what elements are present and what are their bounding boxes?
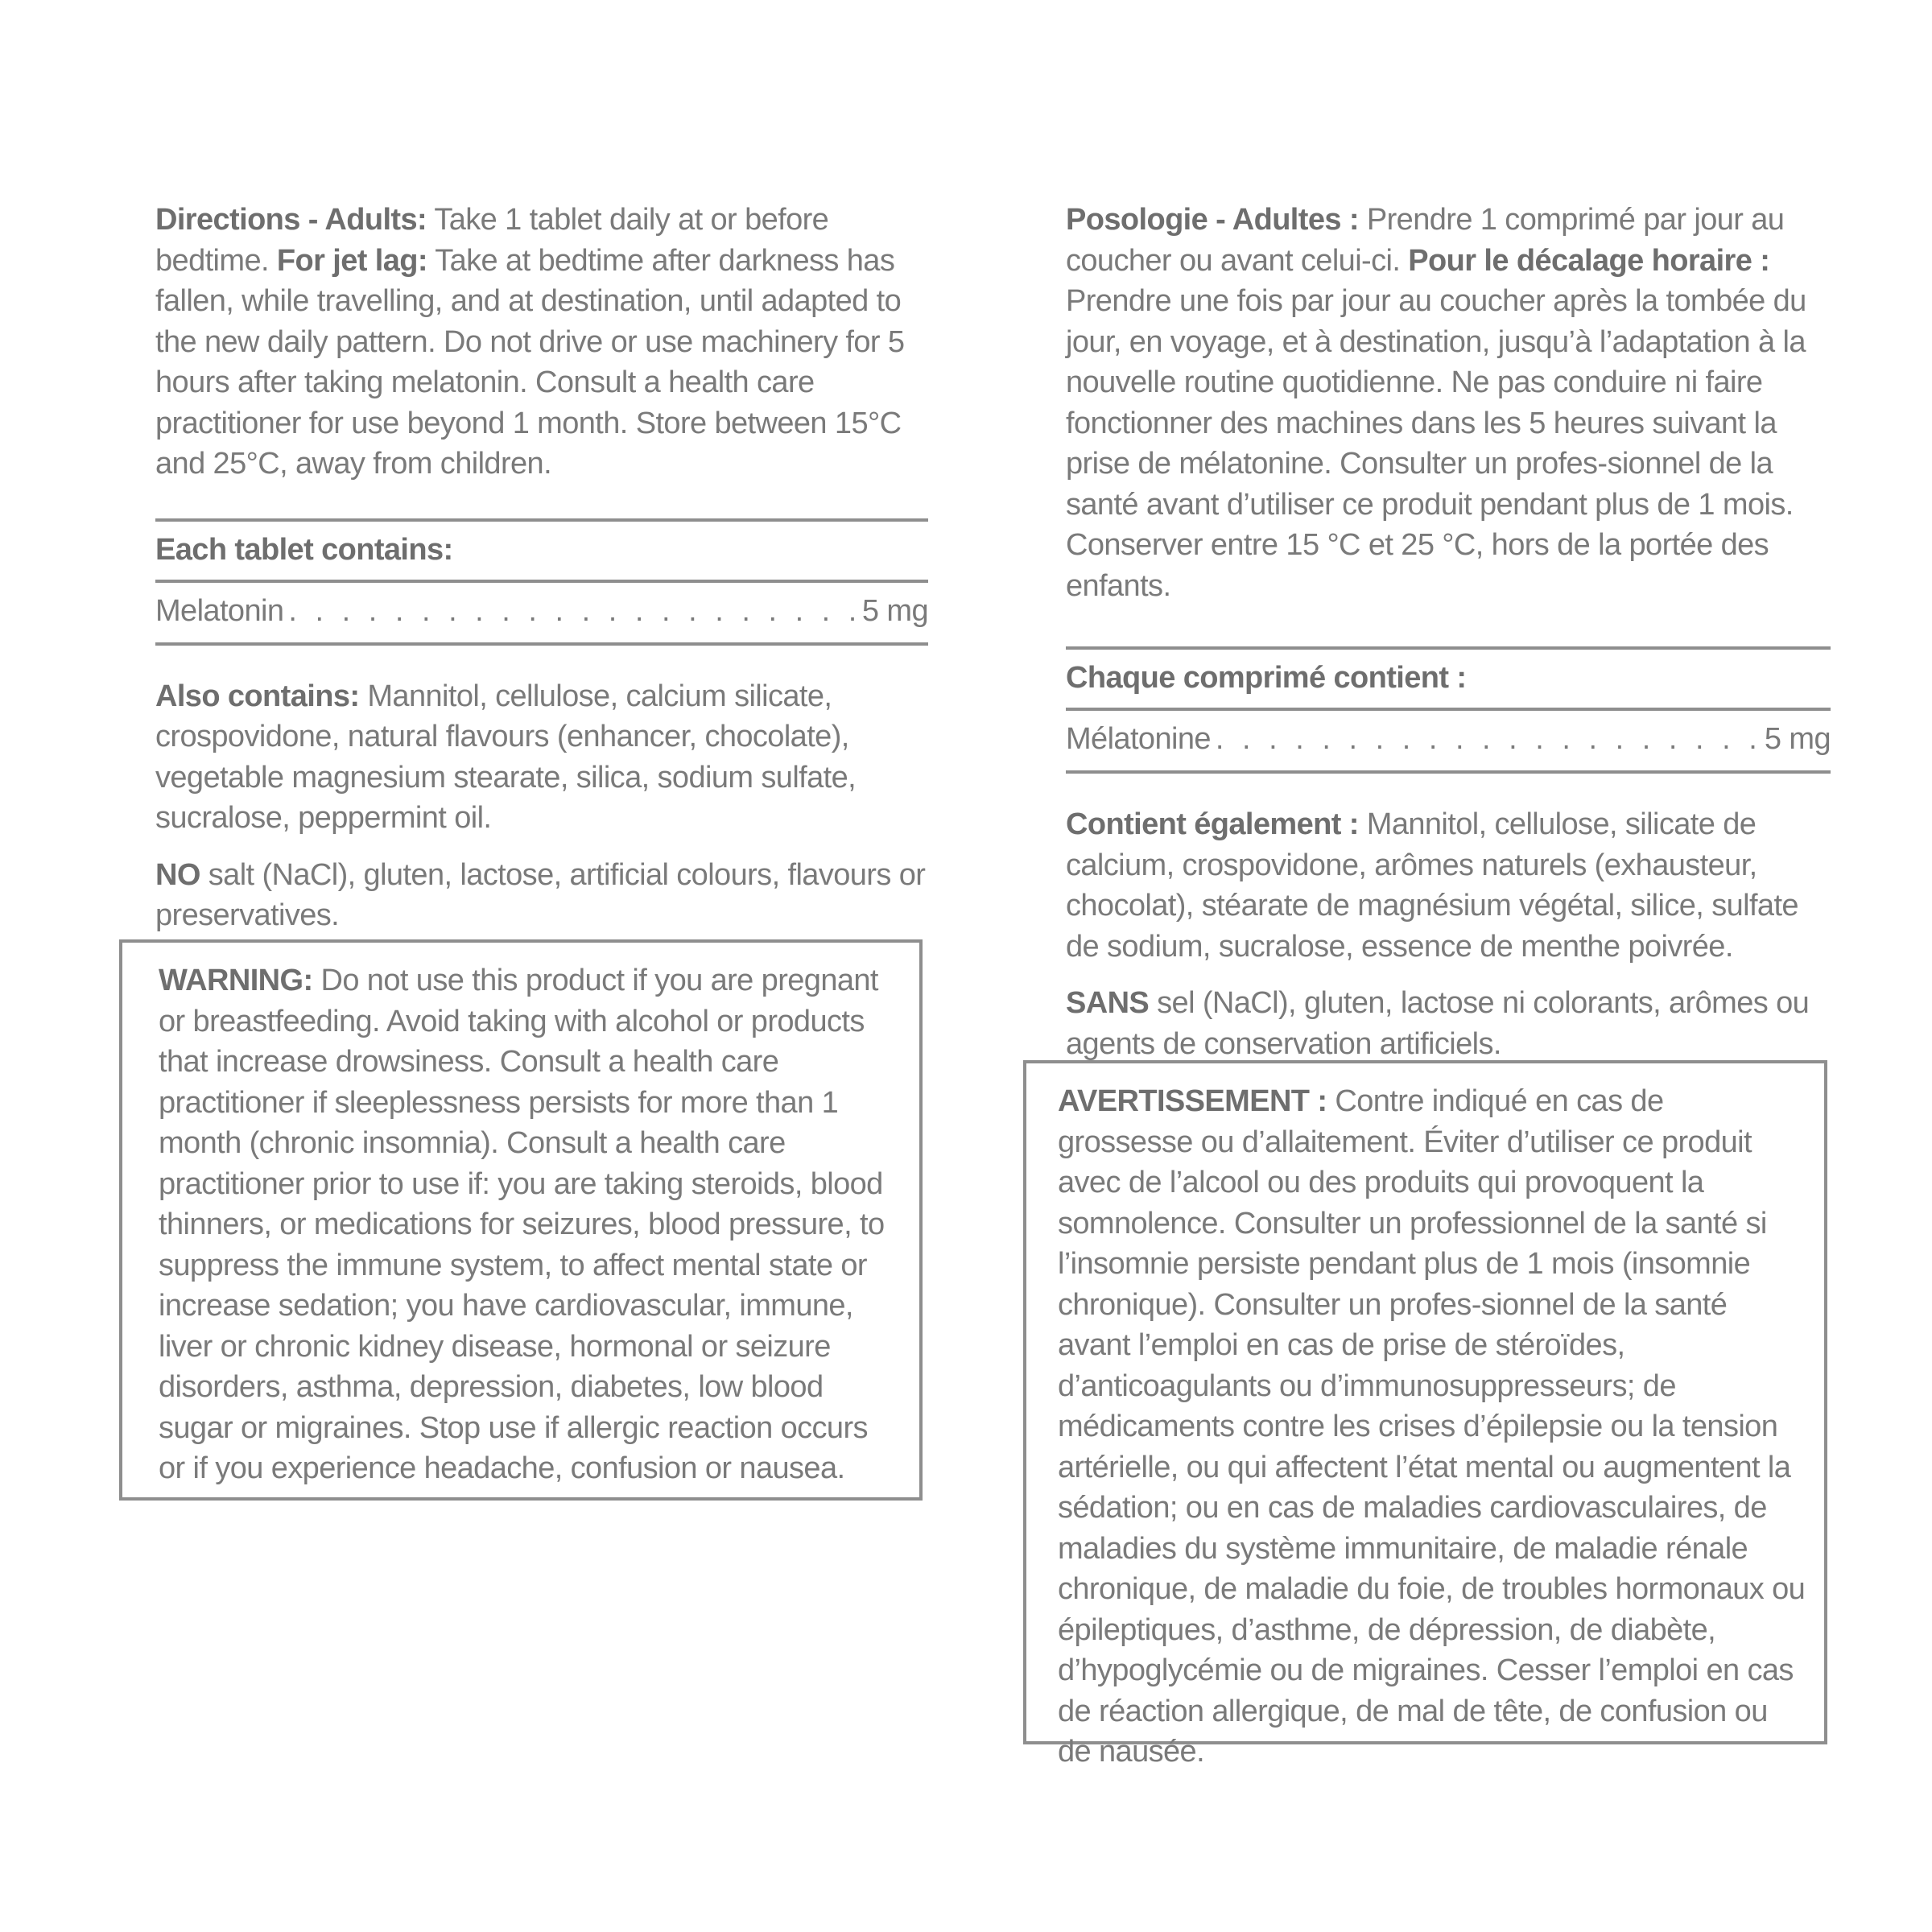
directions-fr <box>1066 200 1831 606</box>
sans-label: SANS <box>1066 986 1150 1020</box>
table-row-fr <box>1066 711 1831 770</box>
avertissement-text: Contre indiqué en cas de grossesse ou d’allaitement. Éviter d’utiliser ce produit avec de l’alcool ou des produits qui provoquent la somnolence. Consulter un professionnel de la santé si l’insomnie persiste pendant plus de 1 mois (insomnie chronique). Consulter un profes-sionnel de la santé avant l’emploi en cas de prise de stéroïdes, d’anticoagulants ou d’immunosuppresseurs; de médicaments contre les crises d’épilepsie ou la tension artérielle, ou qui affectent l’état mental ou augmentent la sédation; ou en cas de maladies cardiovasculaires, de maladies du système immunitaire, de maladie rénale chronique, de maladie du foie, de troubles hormonaux ou épileptiques, d’asthme, de dépression, de diabète, d’hypoglycémie ou de migraines. Cesser l’emploi en cas de réaction allergique, de mal de tête, de confusion ou de nausée. <box>1058 1084 1806 1769</box>
sans-text: sel (NaCl), gluten, lactose ni colorants, arômes ou agents de conservation artificiels. <box>1066 986 1810 1061</box>
ingredient-name: Melatonin <box>155 593 284 628</box>
ingredient-amount-fr: 5 mg <box>1764 722 1831 756</box>
ingredient-name-fr: Mélatonine <box>1066 722 1211 756</box>
decalage-horaire-label: Pour le décalage horaire : <box>1408 243 1770 278</box>
warning-fr <box>1058 1081 1806 1773</box>
contient-egalement-label: Contient également : <box>1066 807 1359 841</box>
directions-adults-text: Take 1 tablet daily at or before bedtime. <box>155 203 829 278</box>
warning-box-en <box>119 939 923 1501</box>
directions-en <box>155 200 928 485</box>
posologie-text: Prendre 1 comprimé par jour au coucher ou avant celui-ci. <box>1066 203 1785 278</box>
french-column <box>1066 200 1831 1064</box>
ingredient-amount: 5 mg <box>861 593 928 628</box>
directions-adults-label: Directions - Adults: <box>155 203 427 237</box>
no-statement-en <box>155 855 928 936</box>
also-contains-fr <box>1066 804 1831 967</box>
english-column <box>155 200 928 936</box>
warning-text: Do not use this product if you are pregnant or breastfeeding. Avoid taking with alcohol or products that increase drowsiness. Consult a health care practitioner if sleeplessness persists for more than 1 month (chronic insomnia). Consult a health care practitioner prior to use if: you are taking steroids, blood thinners, or medications for seizures, blood pressure, to suppress the immune system, to affect mental state or increase sedation; you have cardiovascular, immune, liver or chronic kidney disease, hormonal or seizure disorders, asthma, depression, diabetes, low blood sugar or migraines. Stop use if allergic reaction occurs or if you experience headache, confusion or nausea. <box>159 964 885 1485</box>
warning-label: WARNING: <box>159 964 313 997</box>
avertissement-label: AVERTISSEMENT : <box>1058 1084 1327 1118</box>
no-label: NO <box>155 857 200 892</box>
no-statement-fr <box>1066 983 1831 1064</box>
warning-box-fr <box>1023 1060 1827 1769</box>
posologie-label: Posologie - Adultes : <box>1066 203 1359 237</box>
no-text: salt (NaCl), gluten, lactose, artificial colours, flavours or preservatives. <box>155 857 926 932</box>
also-contains-label: Also contains: <box>155 679 360 713</box>
table-header-fr: Chaque comprimé contient : <box>1066 661 1467 695</box>
table-row <box>155 583 928 642</box>
dot-leader <box>288 591 857 631</box>
also-contains-en <box>155 676 928 839</box>
table-header: Each tablet contains: <box>155 532 453 567</box>
directions-jetlag-label: For jet lag: <box>276 243 427 278</box>
dot-leader-fr <box>1216 719 1760 759</box>
decalage-horaire-text: Prendre une fois par jour au coucher après la tombée du jour, en voyage, et à destination, jusqu’à l’adaptation à la nouvelle routine quotidienne. Ne pas conduire ni faire fonctionner des machines dans les 5 heures suivant la prise de mélatonine. Consulter un profes-sionnel de la santé avant d’utiliser ce produit pendant plus de 1 mois. Conserver entre 15 °C et 25 °C, hors de la portée des enfants. <box>1066 284 1806 603</box>
directions-jetlag-text: Take at bedtime after darkness has fallen, while travelling, and at destination, until adapted to the new daily pattern. Do not drive or use machinery for 5 hours after taking melatonin. Consult a health care practitioner for use beyond 1 month. Store between 15°C and 25°C, away from children. <box>155 243 905 481</box>
also-contains-text: Mannitol, cellulose, calcium silicate, crospovidone, natural flavours (enhancer, chocolate), vegetable magnesium stearate, silica, sodium sulfate, sucralose, peppermint oil. <box>155 679 857 835</box>
warning-en <box>159 960 899 1489</box>
contient-egalement-text: Mannitol, cellulose, silicate de calcium, crospovidone, arômes naturels (exhausteur, chocolat), stéarate de magnésium végétal, silice, sulfate de sodium, sucralose, essence de menthe poivrée. <box>1066 807 1798 964</box>
